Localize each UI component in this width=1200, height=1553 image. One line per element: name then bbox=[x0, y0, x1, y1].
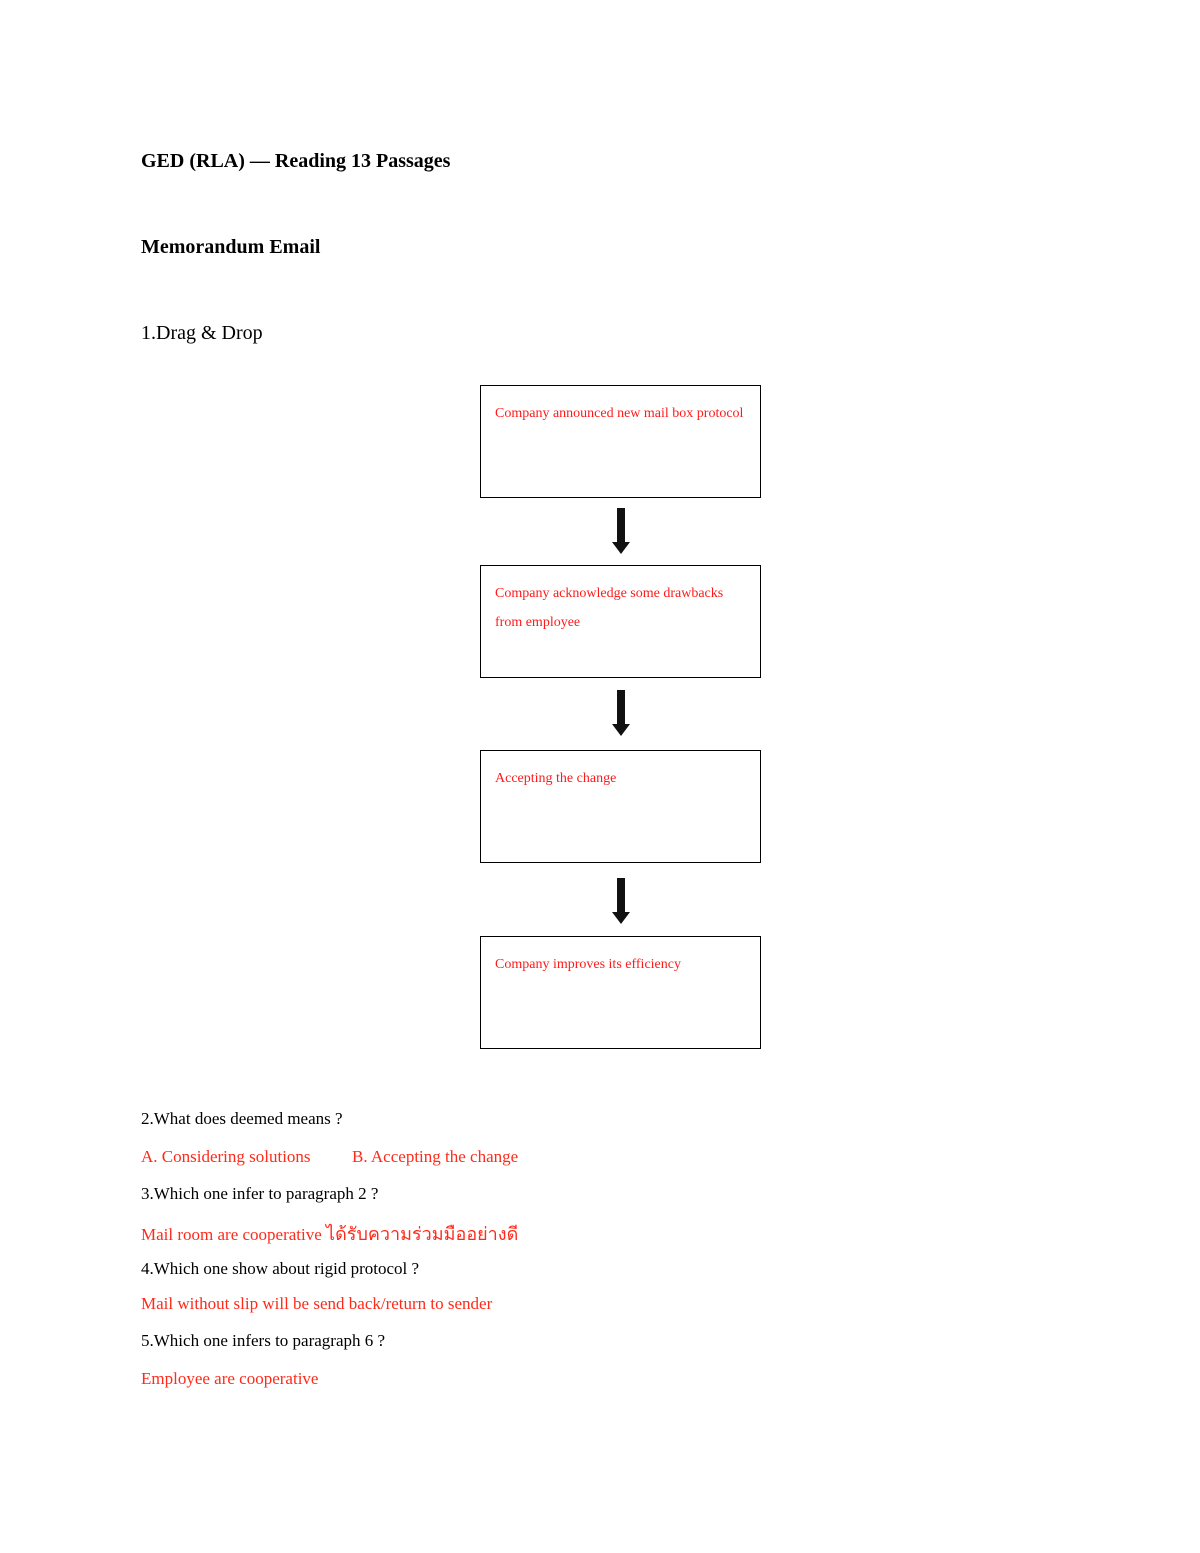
question-1-label: 1.Drag & Drop bbox=[141, 322, 263, 344]
question-3-answer-en: Mail room are cooperative bbox=[141, 1225, 322, 1244]
question-2-option-a: A. Considering solutions bbox=[141, 1147, 311, 1166]
document-subtitle: Memorandum Email bbox=[141, 236, 321, 258]
down-arrow-icon bbox=[611, 878, 631, 924]
flow-box-2-line-2: from employee bbox=[495, 615, 581, 630]
question-3-answer-th: ได้รับความร่วมมืออย่างดี bbox=[326, 1224, 519, 1245]
question-3: 3.Which one infer to paragraph 2 ? bbox=[141, 1184, 379, 1203]
flow-box-1-line-1: Company announced new mail box protocol bbox=[495, 406, 744, 421]
flow-box-2-line-1: Company acknowledge some drawbacks bbox=[495, 586, 724, 601]
flow-box-4-line-1: Company improves its efficiency bbox=[495, 957, 681, 972]
question-2-option-b: B. Accepting the change bbox=[352, 1147, 519, 1166]
flow-box-4[interactable] bbox=[480, 936, 761, 1049]
flow-box-3-line-1: Accepting the change bbox=[495, 771, 617, 786]
question-4-answer: Mail without slip will be send back/return to sender bbox=[141, 1294, 493, 1313]
document-title: GED (RLA) — Reading 13 Passages bbox=[141, 150, 451, 172]
question-5: 5.Which one infers to paragraph 6 ? bbox=[141, 1331, 386, 1350]
question-5-answer: Employee are cooperative bbox=[141, 1369, 319, 1388]
flow-box-3[interactable] bbox=[480, 750, 761, 863]
down-arrow-icon bbox=[611, 508, 631, 554]
question-2: 2.What does deemed means ? bbox=[141, 1109, 343, 1128]
question-3-answer bbox=[141, 1219, 518, 1248]
down-arrow-icon bbox=[611, 690, 631, 736]
flow-box-2[interactable] bbox=[480, 565, 761, 678]
flow-box-1[interactable] bbox=[480, 385, 761, 498]
question-4: 4.Which one show about rigid protocol ? bbox=[141, 1259, 420, 1278]
